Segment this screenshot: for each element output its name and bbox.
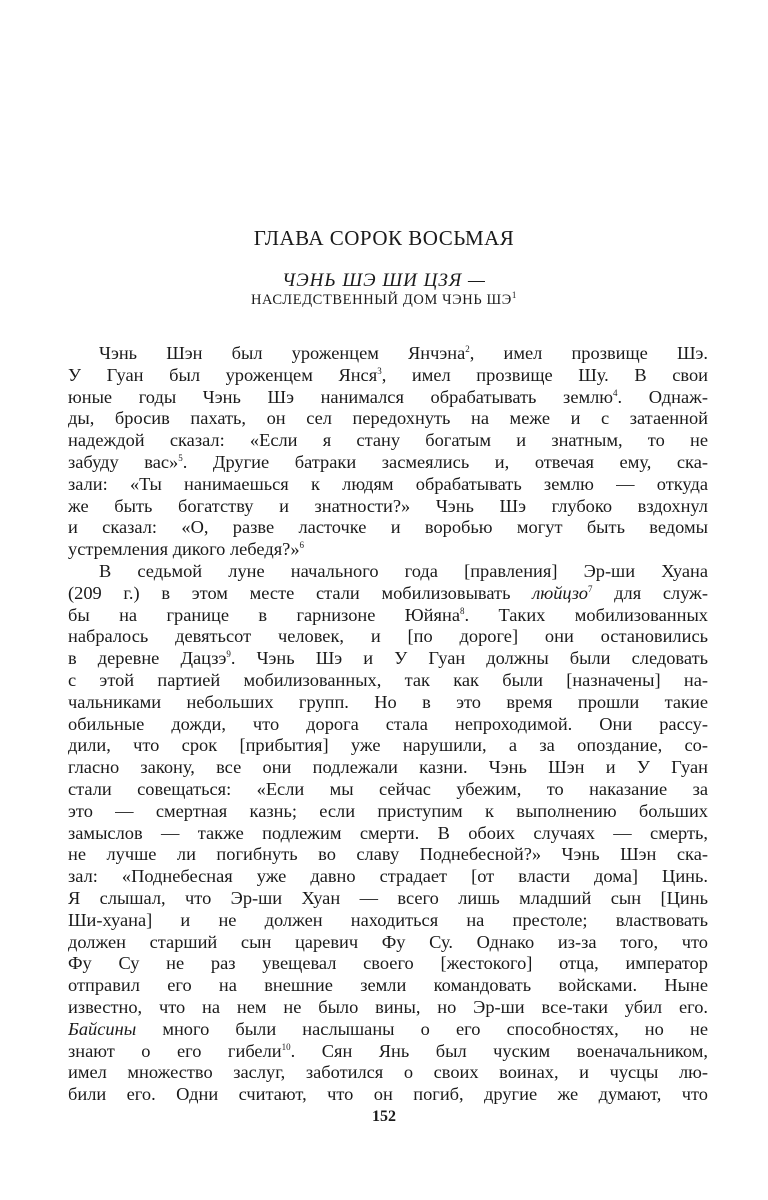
page-number: 152 bbox=[372, 1108, 396, 1125]
text-span: били его. Одни считают, что он погиб, другие же думают, что bbox=[68, 1084, 708, 1105]
text-span: бы на границе в гарнизоне Юйяна bbox=[68, 604, 460, 625]
text-line bbox=[68, 692, 708, 714]
text-line bbox=[68, 801, 708, 823]
text-span: Чэнь Шэн был уроженцем Янчэна bbox=[99, 343, 466, 363]
text-line bbox=[68, 779, 708, 801]
text-line bbox=[68, 517, 708, 539]
text-span: устремления дикого лебедя?» bbox=[68, 539, 300, 560]
text-line bbox=[68, 844, 708, 866]
chapter-subtitle-text: НАСЛЕДСТВЕННЫЙ ДОМ ЧЭНЬ ШЭ bbox=[250, 292, 512, 308]
text-line bbox=[68, 1019, 708, 1041]
text-line bbox=[68, 496, 708, 518]
text-span: Фу Су не раз увещевал своего [жестокого] отца, император bbox=[68, 953, 708, 974]
text-line bbox=[68, 365, 708, 387]
text-span: же быть богатству и знатности?» Чэнь Шэ глубоко вздохнул bbox=[68, 495, 708, 516]
footnote-ref: 1 bbox=[511, 290, 518, 301]
text-line bbox=[68, 452, 708, 474]
text-span: . Таких мобилизованных bbox=[464, 604, 708, 625]
text-line bbox=[68, 1084, 708, 1106]
text-line bbox=[68, 932, 708, 954]
italic-term: люйцзо bbox=[532, 582, 588, 603]
text-span: зали: «Ты нанимаешься к людям обрабатывать землю — откуда bbox=[68, 473, 708, 494]
footnote-ref: 8 bbox=[460, 605, 465, 616]
text-span: У Гуан был уроженцем Янся bbox=[68, 364, 378, 385]
text-span: это — смертная казнь; если приступим к выполнению больших bbox=[68, 800, 708, 821]
text-line bbox=[68, 735, 708, 757]
footnote-ref: 2 bbox=[465, 343, 470, 354]
text-span: . Однаж- bbox=[617, 386, 708, 407]
text-line bbox=[68, 648, 708, 670]
text-span: должен старший сын царевич Фу Су. Однако из-за того, что bbox=[68, 931, 708, 952]
text-line bbox=[68, 387, 708, 409]
chapter-subtitle-italic: ЧЭНЬ ШЭ ШИ ЦЗЯ — bbox=[282, 270, 486, 291]
text-span: , имел прозвище Шу. В свои bbox=[381, 364, 708, 385]
text-line bbox=[68, 583, 708, 605]
text-line bbox=[68, 343, 708, 365]
text-span: обильные дожди, что дорога стала непроходимой. Они рассу- bbox=[68, 713, 708, 734]
text-line bbox=[68, 1041, 708, 1063]
text-line bbox=[68, 474, 708, 496]
footnote-ref: 7 bbox=[587, 583, 593, 594]
text-span: набралось девятьсот человек, и [по дороге] они остановились bbox=[68, 626, 708, 647]
text-span: не лучше ли погибнуть во славу Поднебесной?» Чэнь Шэн ска- bbox=[68, 844, 708, 865]
text-span: замыслов — также подлежим смерти. В обоих случаях — смерть, bbox=[68, 822, 708, 843]
footnote-ref: 3 bbox=[377, 365, 382, 376]
text-span: много были наслышаны о его способностях, но не bbox=[136, 1018, 708, 1039]
text-span: Я слышал, что Эр-ши Хуан — всего лишь младший сын [Цинь bbox=[68, 887, 708, 908]
footnote-ref: 10 bbox=[281, 1041, 291, 1052]
text-span: дили, что срок [прибытия] уже нарушили, а за опоздание, со- bbox=[68, 735, 708, 756]
text-line bbox=[68, 888, 708, 910]
text-span: Ши-хуана] и не должен находиться на престоле; властвовать bbox=[68, 909, 708, 930]
text-line bbox=[68, 605, 708, 627]
text-span: и сказал: «О, разве ласточке и воробью могут быть ведомы bbox=[68, 517, 708, 538]
text-line bbox=[68, 561, 708, 583]
text-span: для служ- bbox=[592, 582, 708, 603]
text-line bbox=[68, 670, 708, 692]
text-line bbox=[68, 910, 708, 932]
text-span: с этой партией мобилизованных, так как были [назначены] на- bbox=[68, 669, 708, 690]
text-span: В седьмой луне начального года [правления] Эр-ши Хуана bbox=[99, 560, 708, 581]
text-span: известно, что на нем не было вины, но Эр-ши все-таки убил его. bbox=[68, 996, 708, 1017]
text-span: ды, бросив пахать, он сел передохнуть на меже и с затаенной bbox=[68, 408, 708, 429]
footnote-ref: 9 bbox=[226, 649, 231, 660]
text-line bbox=[68, 430, 708, 452]
text-span: имел множество заслуг, заботился о своих воинах, и чусцы лю- bbox=[68, 1062, 708, 1083]
text-span: . Чэнь Шэ и У Гуан должны были следовать bbox=[230, 648, 708, 669]
text-line bbox=[68, 823, 708, 845]
text-line bbox=[68, 408, 708, 430]
text-line bbox=[68, 757, 708, 779]
text-line bbox=[68, 997, 708, 1019]
text-span: . Сян Янь был чуским военачальником, bbox=[290, 1040, 708, 1061]
text-span: гласно закону, все они подлежали казни. Чэнь Шэн и У Гуан bbox=[68, 757, 708, 778]
text-span: юные годы Чэнь Шэ нанимался обрабатывать землю bbox=[68, 386, 614, 407]
text-span: чальниками небольших групп. Но в это время прошли такие bbox=[68, 691, 708, 712]
body-text bbox=[68, 343, 708, 1106]
italic-term: Байсины bbox=[68, 1018, 137, 1039]
chapter-title: ГЛАВА СОРОК ВОСЬМАЯ bbox=[253, 226, 515, 250]
text-span: в деревне Дацзэ bbox=[68, 648, 227, 669]
text-span: надеждой сказал: «Если я стану богатым и знатным, то не bbox=[68, 430, 708, 451]
text-line bbox=[68, 626, 708, 648]
text-line bbox=[68, 953, 708, 975]
text-span: забуду вас» bbox=[68, 451, 179, 472]
text-line bbox=[68, 866, 708, 888]
text-span: отправил его на внешние земли командовать войсками. Ныне bbox=[68, 975, 708, 996]
text-line bbox=[68, 1062, 708, 1084]
text-span: зал: «Поднебесная уже давно страдает [от власти дома] Цинь. bbox=[68, 866, 708, 887]
text-span: стали совещаться: «Если мы сейчас убежим, то наказание за bbox=[68, 778, 708, 799]
text-line bbox=[68, 975, 708, 997]
chapter-subtitle bbox=[0, 292, 768, 309]
text-span: знают о его гибели bbox=[68, 1040, 282, 1061]
text-span: . Другие батраки засмеялись и, отвечая ему, ска- bbox=[182, 451, 708, 472]
text-line bbox=[68, 539, 708, 561]
text-span: , имел прозвище Шэ. bbox=[469, 343, 708, 363]
text-line bbox=[68, 714, 708, 736]
footnote-ref: 5 bbox=[178, 452, 183, 463]
text-span: (209 г.) в этом месте стали мобилизовывать bbox=[68, 582, 533, 603]
footnote-ref: 4 bbox=[613, 387, 618, 398]
footnote-ref: 6 bbox=[299, 540, 305, 551]
